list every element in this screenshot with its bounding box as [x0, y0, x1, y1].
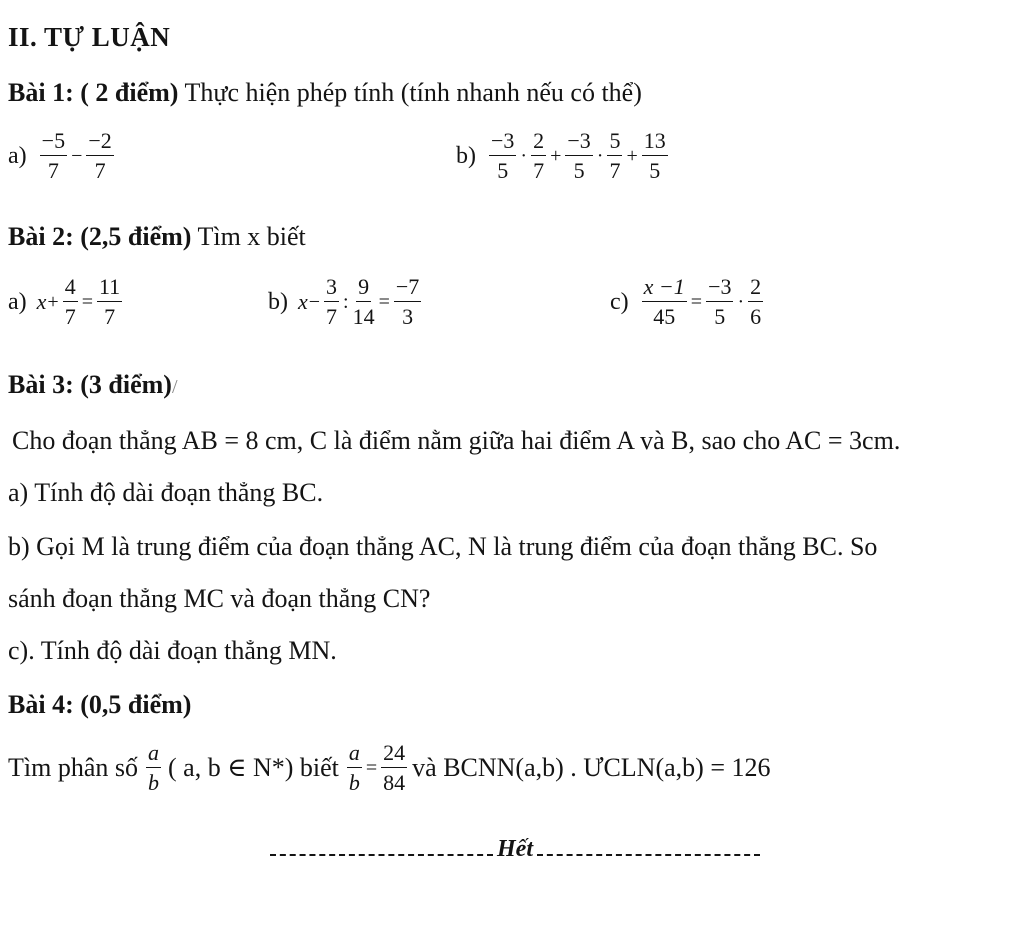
fraction: $\frac{-3}{5}$: [708, 274, 732, 329]
bai3-points: (3 điểm): [80, 370, 172, 399]
bai1-instruction: Thực hiện phép tính (tính nhanh nếu có thể): [184, 78, 642, 107]
end-text: Hết: [497, 836, 533, 862]
bai2-c-label: c): [610, 288, 629, 315]
bai2-c-expression: [610, 276, 766, 328]
end-marker: [270, 836, 760, 863]
bai2-b-expression: [268, 276, 424, 328]
bai2-b-label: b): [268, 288, 288, 315]
dashed-line-right: [537, 854, 760, 856]
operator: +: [47, 290, 59, 313]
operator: =: [81, 290, 93, 313]
fraction: $\frac{a}{b}$: [348, 740, 360, 795]
operator: =: [365, 756, 378, 779]
fraction: $\frac{9}{14}$: [352, 274, 375, 329]
operator: ·: [737, 290, 745, 313]
bai3-question-b-line1: b) Gọi M là trung điểm của đoạn thẳng AC, N là trung điểm của đoạn thẳng BC. So: [8, 532, 878, 561]
operator: −: [71, 144, 83, 167]
bai2-points: (2,5 điểm): [80, 222, 192, 251]
fraction: $\frac{13}{5}$: [643, 128, 666, 183]
operator: ·: [596, 144, 604, 167]
fraction: $\frac{24}{84}$: [383, 740, 406, 795]
bai1-b-label: b): [456, 142, 476, 169]
bai2-a-expression: [8, 276, 125, 328]
fraction: $\frac{a}{b}$: [148, 740, 159, 795]
dashed-line-left: [270, 854, 493, 856]
operator: =: [378, 290, 390, 313]
bai3-label: Bài 3:: [8, 370, 74, 399]
bai3-question-c: c). Tính độ dài đoạn thẳng MN.: [8, 636, 337, 665]
bai4-title: [8, 690, 191, 720]
variable-x: x: [298, 289, 308, 314]
fraction: $\frac{2}{6}$: [750, 274, 762, 329]
bai2-label: Bài 2:: [8, 222, 74, 251]
fraction: $\frac{5}{7}$: [609, 128, 621, 183]
bai2-title: [8, 222, 306, 252]
bai3-title: [8, 370, 178, 400]
operator: ·: [520, 144, 528, 167]
bai4-label: Bài 4:: [8, 690, 74, 719]
fraction: $\frac{-3}{5}$: [491, 128, 515, 183]
fraction: $\frac{-2}{7}$: [88, 128, 112, 183]
fraction: $\frac{-3}{5}$: [567, 128, 591, 183]
bai2-a-label: a): [8, 288, 27, 315]
bai4-points: (0,5 điểm): [80, 690, 192, 719]
bai1-label: Bài 1:: [8, 78, 74, 107]
bai4-text-1: Tìm phân số: [8, 753, 138, 782]
bai1-a-expression: [8, 130, 117, 182]
bai4-text-3: và BCNN(a,b) . ƯCLN(a,b) = 126: [412, 753, 771, 782]
bai3-intro: Cho đoạn thẳng AB = 8 cm, C là điểm nằm giữa hai điểm A và B, sao cho AC = 3cm.: [12, 426, 901, 455]
operator: −: [308, 290, 321, 313]
operator: +: [550, 144, 562, 167]
bai3-question-b-line2: sánh đoạn thẳng MC và đoạn thẳng CN?: [8, 584, 431, 613]
operator: :: [343, 290, 349, 313]
bai1-points: ( 2 điểm): [80, 78, 179, 107]
bai4-statement: [8, 742, 770, 794]
fraction: $\frac{-5}{7}$: [41, 128, 66, 183]
variable-x: x: [36, 289, 47, 314]
fraction: $\frac{2}{7}$: [533, 128, 545, 183]
fraction: $\frac{4}{7}$: [64, 274, 76, 329]
bai1-b-expression: [456, 130, 671, 182]
fraction: $\frac{3}{7}$: [326, 274, 338, 329]
bai1-a-label: a): [8, 142, 27, 169]
bai2-instruction: Tìm x biết: [197, 222, 306, 251]
fraction: $\frac{-7}{3}$: [395, 274, 420, 329]
bai4-text-2: ( a, b ∈ N*) biết: [168, 753, 339, 782]
fraction: $\frac{11}{7}$: [98, 274, 121, 329]
bai1-title: [8, 78, 642, 108]
stray-mark: /: [171, 376, 178, 398]
bai3-question-a: a) Tính độ dài đoạn thẳng BC.: [8, 478, 324, 507]
operator: =: [690, 290, 703, 313]
operator: +: [626, 144, 638, 167]
fraction: $\frac{x -1}{45}$: [643, 274, 685, 329]
section-title: II. TỰ LUẬN: [8, 22, 171, 52]
